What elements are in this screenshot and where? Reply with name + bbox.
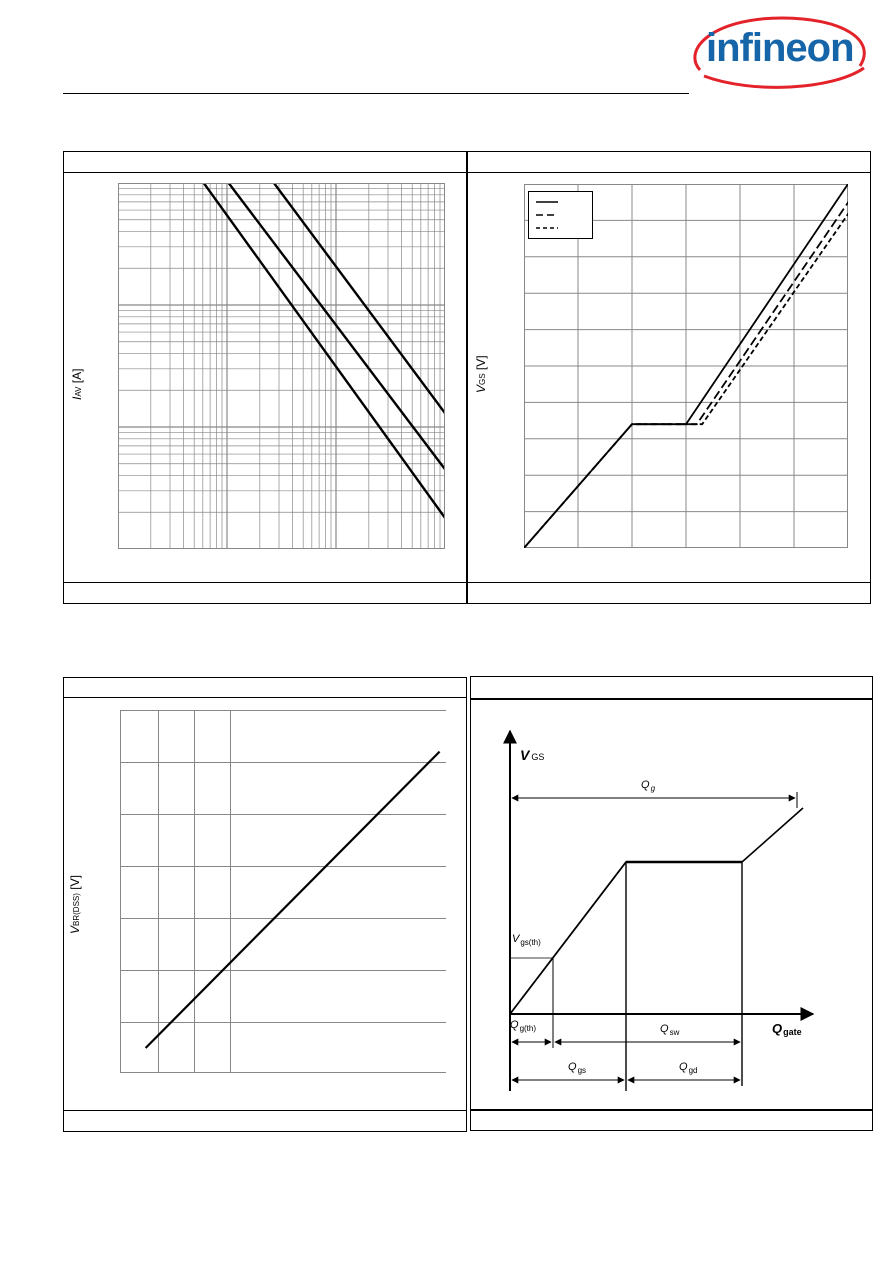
avalanche-series-3 <box>118 183 445 413</box>
logo-text: infineon <box>706 26 854 70</box>
qgs-label: $Q_{gs}$ <box>568 1061 587 1075</box>
avalanche-y-axis-label: IAV [A] <box>70 368 84 400</box>
avalanche-panel-title-bar <box>64 172 466 173</box>
gate-diagram <box>470 676 873 1131</box>
gate-curve-rise <box>742 808 803 862</box>
breakdown-y-axis-label: VBR(DSS) [V] <box>68 875 82 934</box>
breakdown-chart <box>120 710 446 1074</box>
qgth-label: $Q_{g(th)}$ <box>510 1019 537 1033</box>
gate-charge-chart <box>524 184 848 548</box>
avalanche-series-2 <box>118 183 445 469</box>
gate-charge-panel-title-bar <box>468 172 870 173</box>
header-rule <box>63 93 689 94</box>
vgs-label: VGS <box>520 747 545 763</box>
vgsth-label: $V_{gs(th)}$ <box>512 933 541 947</box>
breakdown-panel-title-bar <box>64 697 466 698</box>
qg-label: $Q_g$ <box>641 779 656 793</box>
qgate-label: Qgate <box>772 1021 802 1037</box>
qsw-label: $Q_{sw}$ <box>660 1023 680 1037</box>
infineon-logo <box>682 10 872 90</box>
avalanche-chart <box>118 183 445 549</box>
gate-charge-y-axis-label: VGS [V] <box>474 355 488 393</box>
gate-charge-legend <box>529 192 593 239</box>
avalanche-series-1 <box>118 183 445 518</box>
qgd-label: $Q_{gd}$ <box>679 1061 698 1075</box>
breakdown-panel-footer-bar <box>64 1110 466 1111</box>
avalanche-panel-footer-bar <box>64 582 466 583</box>
gate-charge-panel-footer-bar <box>468 582 870 583</box>
breakdown-series-1 <box>146 752 440 1048</box>
